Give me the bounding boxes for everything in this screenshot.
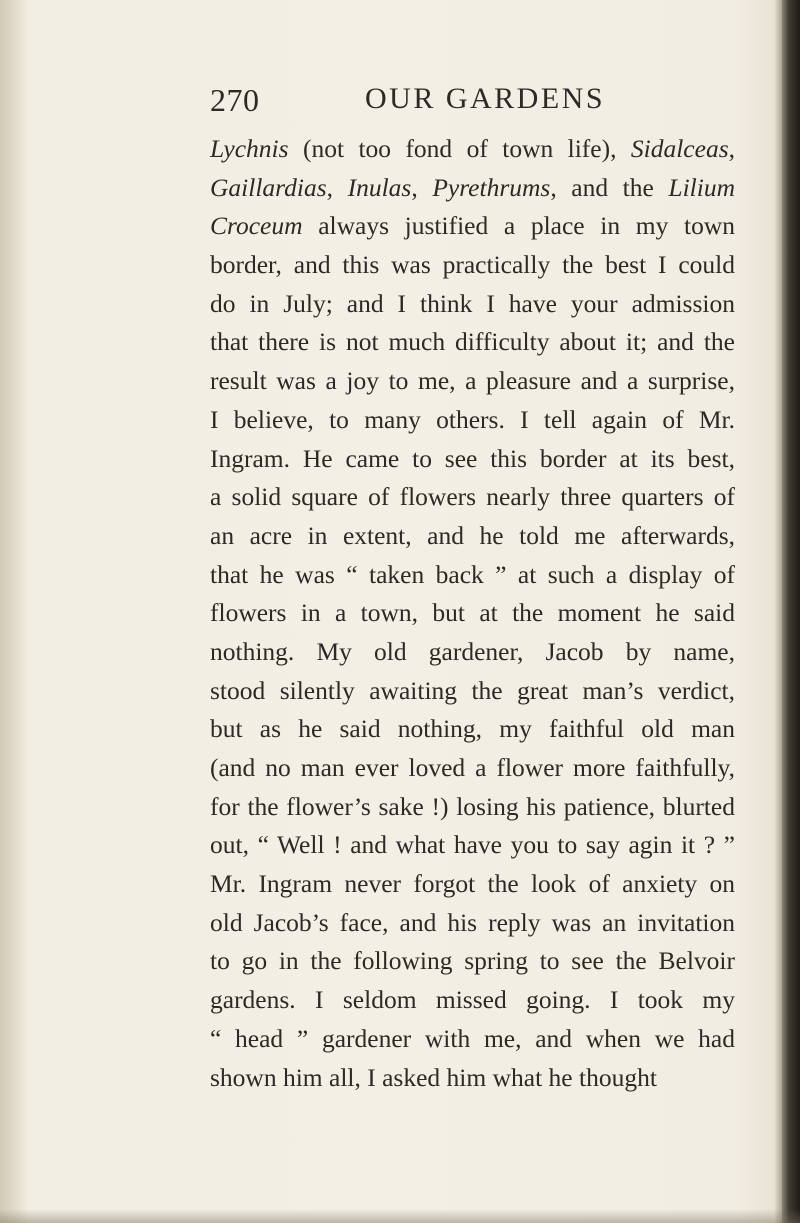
- text-line: [210, 440, 735, 479]
- text-run: ,: [326, 172, 348, 202]
- page-gutter-shadow: [0, 0, 28, 1223]
- text-line: [210, 362, 735, 401]
- italic-plant-name: Lychnis: [210, 134, 289, 163]
- text-run: (not too fond of town life),: [288, 134, 631, 163]
- text-line: [210, 323, 735, 362]
- text-line: [210, 478, 735, 517]
- page-number: 270: [210, 82, 260, 118]
- text-run: that there is not much difficulty about it; and the: [210, 327, 735, 357]
- text-run: to go in the following spring to see the Belvoir: [210, 946, 735, 976]
- italic-plant-name: Gaillardias: [210, 172, 327, 202]
- italic-plant-name: Sidalceas: [630, 134, 729, 163]
- text-line: [210, 942, 735, 981]
- text-run: an acre in extent, and he told me afterwards,: [210, 520, 735, 550]
- text-run: ,: [728, 134, 735, 163]
- text-run: stood silently awaiting the great man’s verdict,: [210, 675, 735, 705]
- text-run: out, “ Well ! and what have you to say agin it ? ”: [210, 830, 735, 860]
- text-line: [210, 401, 735, 440]
- text-line: [210, 633, 735, 672]
- text-line: [210, 981, 735, 1020]
- text-run: Mr. Ingram never forgot the look of anxiety on: [210, 869, 735, 899]
- text-run: gardens. I seldom missed going. I took my: [210, 985, 735, 1015]
- text-line: [210, 710, 735, 749]
- text-line: [210, 672, 735, 711]
- text-run: always justified a place in my town: [302, 211, 735, 241]
- text-run: but as he said nothing, my faithful old man: [210, 714, 735, 744]
- text-run: border, and this was practically the best I could: [210, 250, 735, 280]
- page-header: [210, 82, 610, 126]
- text-run: Ingram. He came to see this border at its best,: [210, 443, 735, 473]
- text-line: [210, 788, 735, 827]
- text-run: result was a joy to me, a pleasure and a surprise,: [210, 366, 735, 396]
- text-run: (and no man ever loved a flower more faithfully,: [210, 753, 735, 782]
- text-line: [210, 246, 735, 285]
- page-edge-dark-border: [782, 0, 800, 1223]
- running-title: OUR GARDENS: [365, 82, 606, 115]
- text-line: [210, 285, 735, 324]
- text-line: [210, 517, 735, 556]
- text-run: shown him all, I asked him what he thought: [210, 1062, 657, 1092]
- text-line: [210, 826, 735, 865]
- page-edge-shading: [774, 0, 782, 1223]
- text-run: do in July; and I think I have your admission: [210, 288, 735, 318]
- text-run: nothing. My old gardener, Jacob by name,: [210, 636, 735, 666]
- text-line: [210, 594, 735, 633]
- text-run: old Jacob’s face, and his reply was an invitation: [210, 907, 735, 937]
- text-run: for the flower’s sake !) losing his patience, blurted: [210, 791, 735, 821]
- body-text: [210, 130, 735, 1097]
- italic-plant-name: Inulas: [347, 172, 412, 202]
- text-line: [210, 556, 735, 595]
- text-run: , and the: [550, 172, 669, 202]
- page-bottom-shadow: [0, 1209, 800, 1223]
- text-line: [210, 169, 735, 208]
- text-run: I believe, to many others. I tell again of Mr.: [210, 404, 735, 434]
- text-run: that he was “ taken back ” at such a display of: [210, 559, 735, 589]
- text-run: a solid square of flowers nearly three quarters of: [210, 482, 735, 512]
- italic-plant-name: Croceum: [210, 211, 303, 241]
- text-line: [210, 865, 735, 904]
- text-line: [210, 749, 735, 788]
- text-run: ,: [411, 172, 433, 202]
- text-line: [210, 207, 735, 246]
- text-line: [210, 1020, 735, 1059]
- italic-plant-name: Pyrethrums: [432, 172, 551, 202]
- text-run: “ head ” gardener with me, and when we had: [210, 1023, 735, 1053]
- italic-plant-name: Lilium: [668, 172, 736, 202]
- text-line: [210, 904, 735, 943]
- text-line: [210, 130, 735, 169]
- text-run: flowers in a town, but at the moment he said: [210, 598, 735, 628]
- text-line: [210, 1059, 735, 1098]
